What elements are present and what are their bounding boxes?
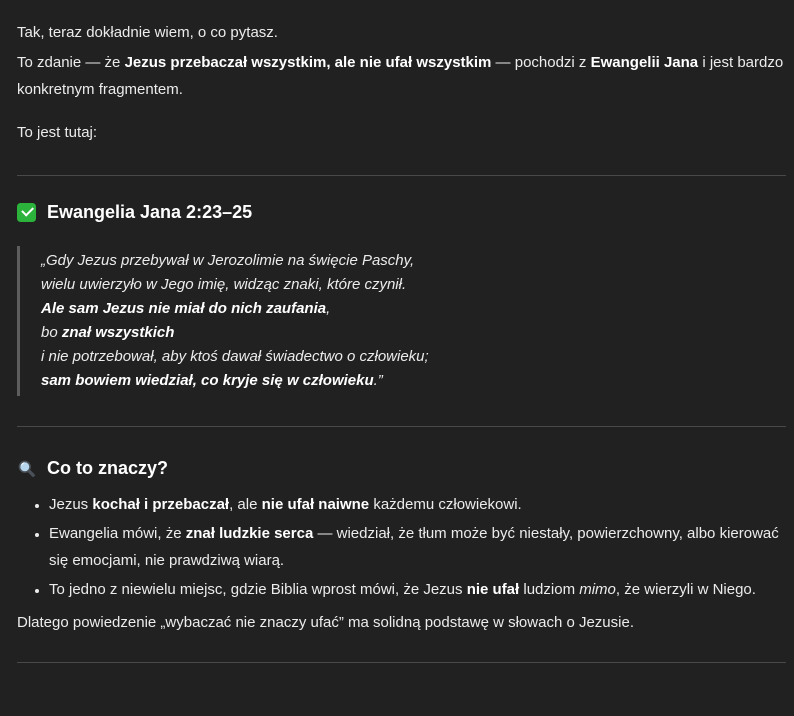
list-item-3: • To jedno z niewielu miejsc, gdzie Biblia wprost mówi, że Jezus nie ufał ludziom mimo, że wierzyli w Niego.	[49, 576, 786, 603]
check-icon	[17, 203, 36, 222]
scripture-quote	[17, 246, 786, 396]
meaning-list	[17, 491, 786, 603]
quote-line-2: wielu uwierzyło w Jego imię, widząc znaki, które czynił.	[41, 276, 407, 293]
passage-heading	[17, 198, 786, 226]
intro-paragraph-1: Tak, teraz dokładnie wiem, o co pytasz.	[17, 24, 278, 41]
quote-line-3: Ale sam Jezus nie miał do nich zaufania,	[41, 300, 331, 317]
magnifier-icon	[17, 459, 36, 478]
quote-line-4: bo znał wszystkich	[41, 324, 175, 341]
quote-line-5: i nie potrzebował, aby ktoś dawał świadectwo o człowieku;	[41, 348, 429, 365]
intro-paragraph-3: To jest tutaj:	[17, 124, 98, 141]
meaning-heading-text: Co to znaczy?	[47, 458, 169, 478]
section-divider-1	[17, 175, 786, 176]
list-item-2: • Ewangelia mówi, że znał ludzkie serca — wiedział, że tłum może być niestały, powierzchowny, albo kierować się emocjami, nie prawdziwą wiarą.	[49, 520, 786, 574]
intro-paragraph-2: To zdanie — że Jezus przebaczał wszystkim, ale nie ufał wszystkim — pochodzi z Ewangelii Jana i jest bardzo konkretnym fragmentem.	[17, 54, 784, 98]
section-divider-2	[17, 426, 786, 427]
passage-heading-text: Ewangelia Jana 2:23–25	[47, 202, 253, 222]
section-divider-3	[17, 662, 786, 663]
quote-line-6: sam bowiem wiedział, co kryje się w człowieku.”	[41, 372, 383, 389]
list-item-1: • Jezus kochał i przebaczał, ale nie ufał naiwne każdemu człowiekowi.	[49, 491, 786, 518]
conclusion-paragraph: Dlatego powiedzenie „wybaczać nie znaczy ufać” ma solidną podstawę w słowach o Jezusie.	[17, 614, 634, 631]
meaning-heading	[17, 454, 786, 482]
quote-line-1: „Gdy Jezus przebywał w Jerozolimie na święcie Paschy,	[41, 252, 415, 269]
